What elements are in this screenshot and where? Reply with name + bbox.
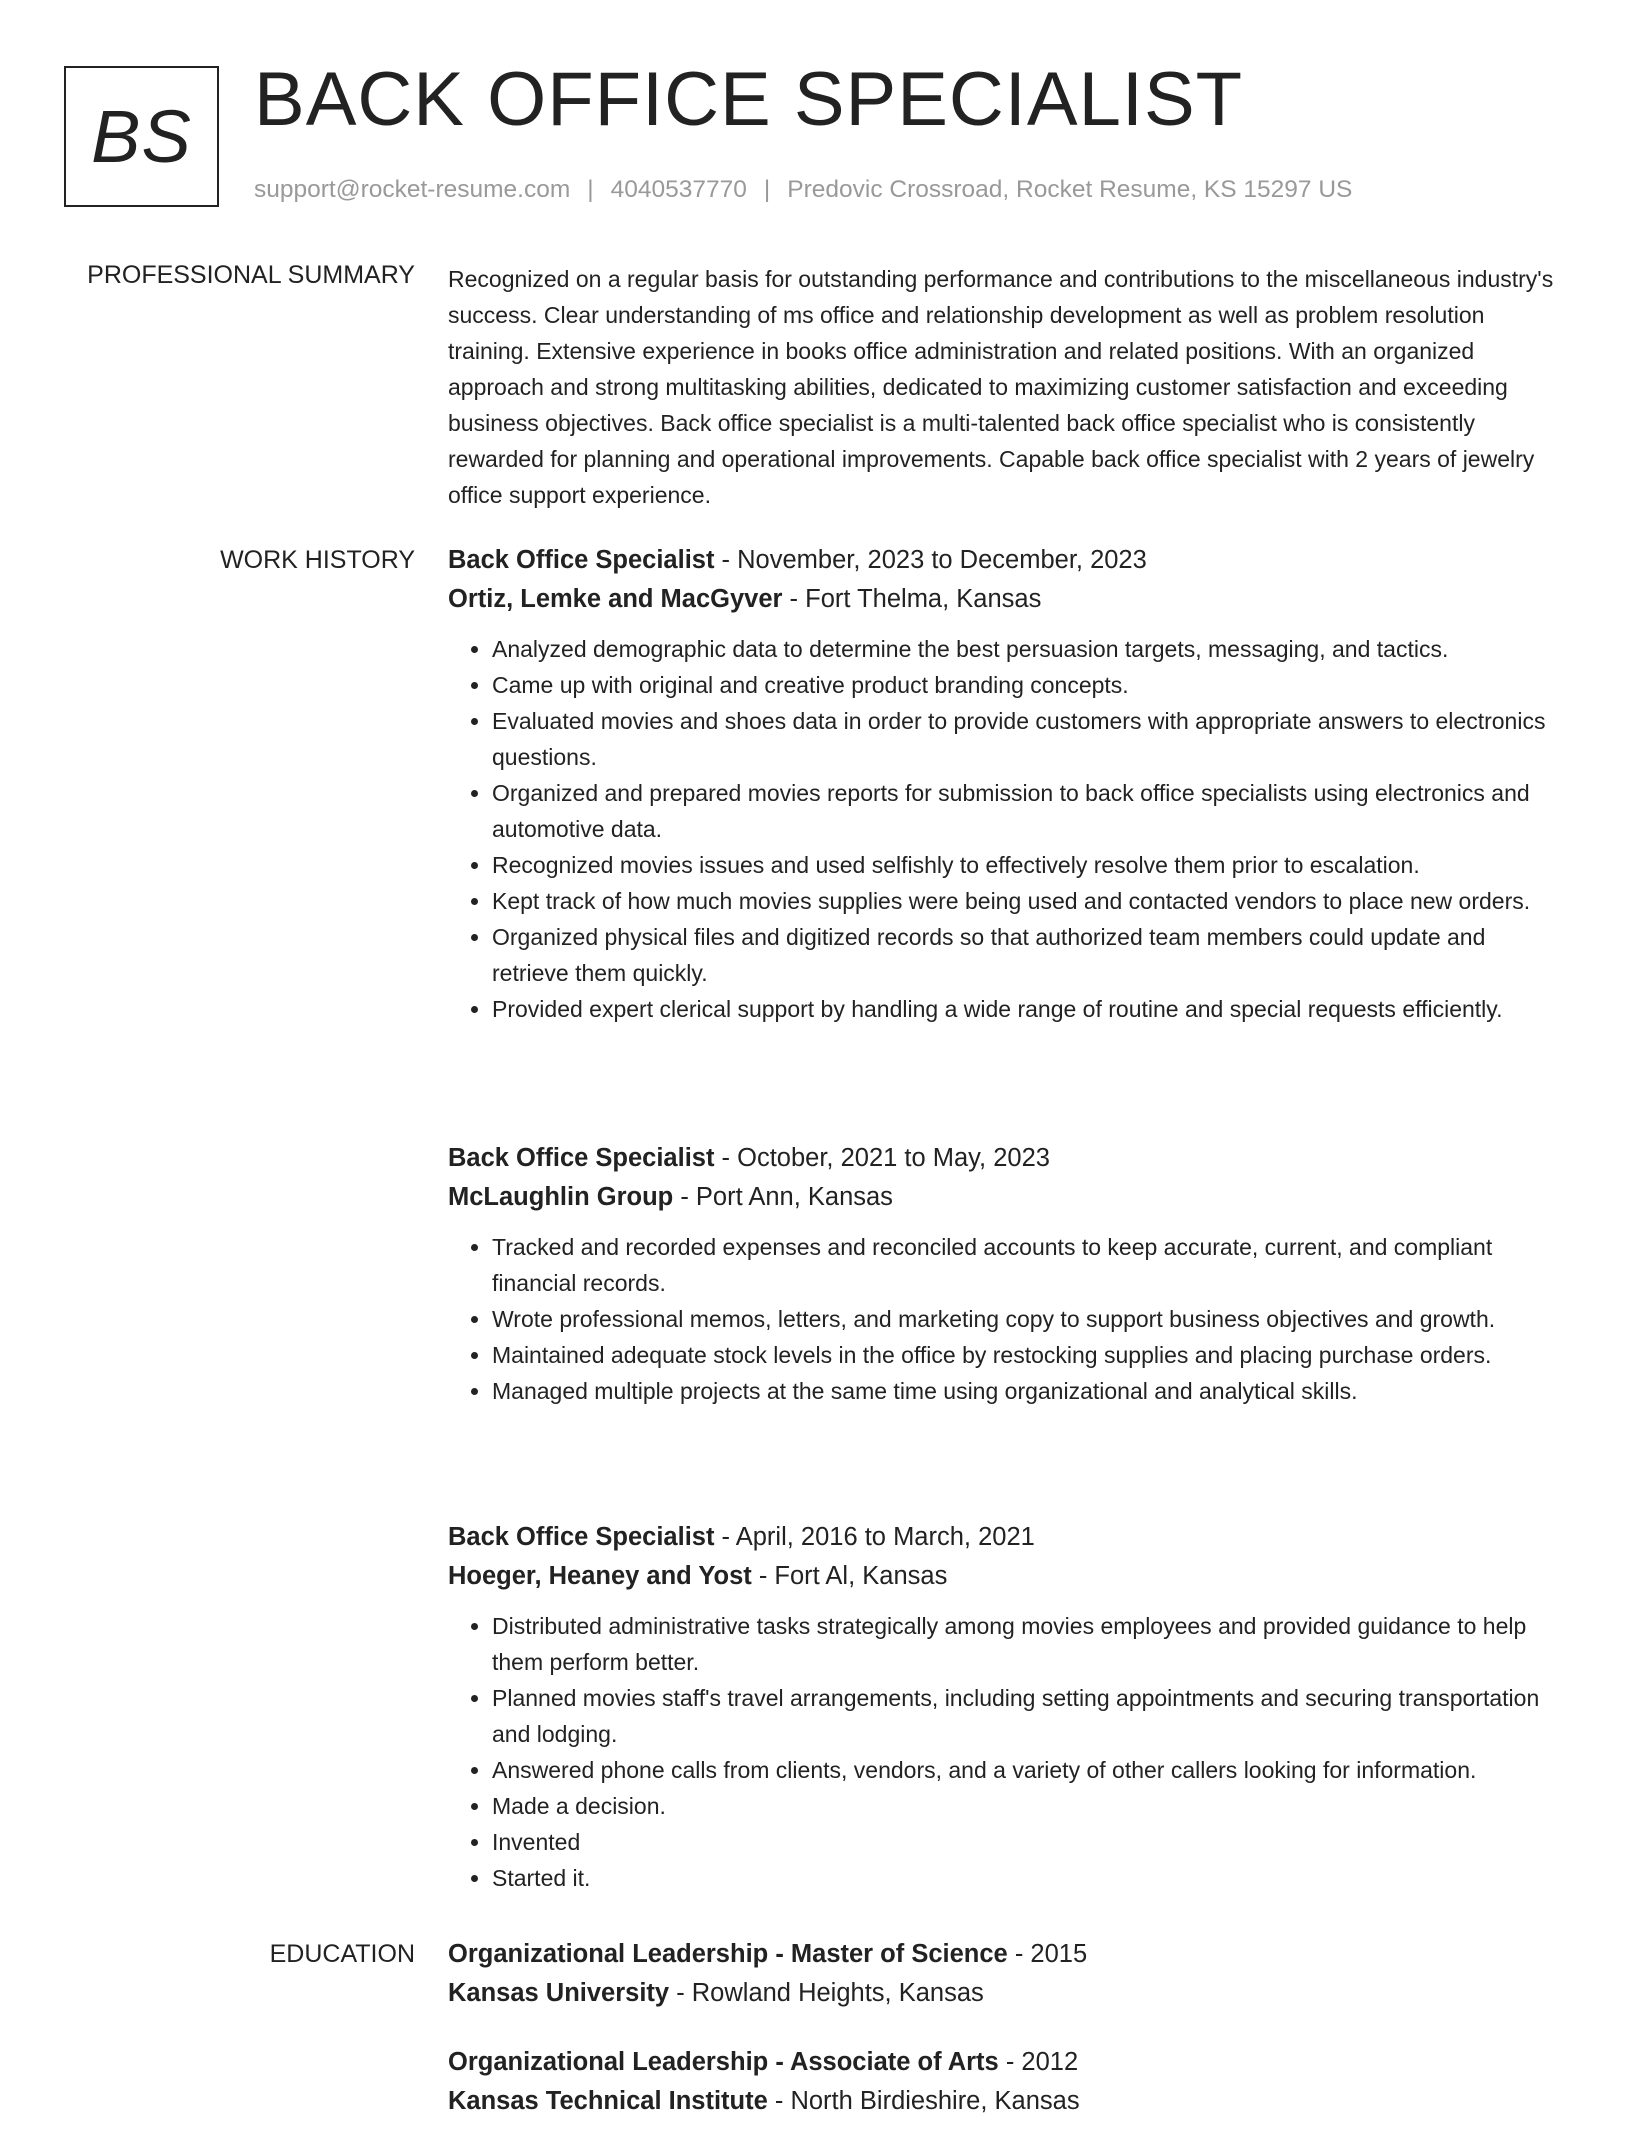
job-company: McLaughlin Group: [448, 1183, 674, 1211]
job-dates: - November, 2023 to December, 2023: [714, 546, 1147, 574]
job-bullet: • Recognized movies issues and used selfishly to effectively resolve them prior to escalation.: [492, 847, 1568, 883]
school-line: [448, 2082, 1568, 2121]
job-location: - Port Ann, Kansas: [673, 1183, 893, 1211]
job-bullet: • Answered phone calls from clients, vendors, and a variety of other callers looking for information.: [492, 1752, 1568, 1788]
job-title-line: [448, 541, 1568, 580]
job-title: Back Office Specialist: [448, 546, 715, 574]
job-title-line: [448, 1518, 1568, 1557]
school: Kansas Technical Institute: [448, 2087, 768, 2115]
job-bullet: • Evaluated movies and shoes data in order to provide customers with appropriate answers to electronics questions.: [492, 703, 1568, 775]
degree-line: [448, 2043, 1568, 2082]
summary-heading: PROFESSIONAL SUMMARY: [87, 261, 415, 289]
job-location: - Fort Thelma, Kansas: [782, 585, 1042, 613]
job-company: Ortiz, Lemke and MacGyver: [448, 585, 783, 613]
job-bullet: • Managed multiple projects at the same time using organizational and analytical skills.: [492, 1373, 1568, 1409]
job-bullet: • Analyzed demographic data to determine the best persuasion targets, messaging, and tactics.: [492, 631, 1568, 667]
summary-body: [448, 261, 1568, 513]
work-history-heading: WORK HISTORY: [220, 546, 415, 574]
job-bullet: • Planned movies staff's travel arrangements, including setting appointments and securing transportation and lodging.: [492, 1680, 1568, 1752]
job-location: - Fort Al, Kansas: [751, 1562, 948, 1590]
job-bullet: • Provided expert clerical support by handling a wide range of routine and special requests efficiently.: [492, 991, 1568, 1027]
job-dates: - April, 2016 to March, 2021: [714, 1523, 1035, 1551]
job-bullets: [448, 1608, 1568, 1896]
job-company: Hoeger, Heaney and Yost: [448, 1562, 752, 1590]
education-entry: [448, 2043, 1568, 2121]
job-title-line: [448, 1139, 1568, 1178]
degree: Organizational Leadership - Master of Science: [448, 1940, 1008, 1968]
job-entry: [448, 1139, 1568, 1409]
resume-title: BACK OFFICE SPECIALIST: [254, 57, 1244, 142]
education-heading: EDUCATION: [269, 1940, 415, 1968]
job-bullet: • Started it.: [492, 1860, 1568, 1896]
monogram-logo: BS: [64, 66, 219, 207]
education-list: [448, 1935, 1568, 2151]
contact-address: Predovic Crossroad, Rocket Resume, KS 15297 US: [787, 176, 1353, 203]
job-bullet: • Organized physical files and digitized records so that authorized team members could update and retrieve them quickly.: [492, 919, 1568, 991]
summary-text: Recognized on a regular basis for outstanding performance and contributions to the miscellaneous industry's success. Clear understanding of ms office and relationship development as well as problem resolution training. Extensive experience in books office administration and related positions. With an organized approach and strong multitasking abilities, dedicated to maximizing customer satisfaction and exceeding business objectives. Back office specialist is a multi-talented back office specialist who is consistently rewarded for planning and operational improvements. Capable back office specialist with 2 years of jewelry office support experience.: [448, 266, 1554, 508]
job-entry: [448, 1518, 1568, 1896]
contact-phone: 4040537770: [610, 176, 747, 203]
job-title: Back Office Specialist: [448, 1144, 715, 1172]
job-company-line: [448, 1178, 1568, 1217]
degree: Organizational Leadership - Associate of Arts: [448, 2048, 999, 2076]
job-bullets: [448, 1229, 1568, 1409]
job-company-line: [448, 580, 1568, 619]
degree-year: - 2012: [998, 2048, 1079, 2076]
job-bullet: • Came up with original and creative product branding concepts.: [492, 667, 1568, 703]
school-location: - Rowland Heights, Kansas: [669, 1979, 984, 2007]
contact-separator: |: [587, 176, 594, 203]
education-entry: [448, 1935, 1568, 2013]
job-bullet: • Maintained adequate stock levels in the office by restocking supplies and placing purchase orders.: [492, 1337, 1568, 1373]
job-company-line: [448, 1557, 1568, 1596]
degree-line: [448, 1935, 1568, 1974]
job-bullet: • Tracked and recorded expenses and reconciled accounts to keep accurate, current, and compliant financial records.: [492, 1229, 1568, 1301]
contact-email: support@rocket-resume.com: [254, 176, 571, 203]
school-location: - North Birdieshire, Kansas: [767, 2087, 1080, 2115]
degree-year: - 2015: [1007, 1940, 1088, 1968]
school: Kansas University: [448, 1979, 670, 2007]
school-line: [448, 1974, 1568, 2013]
job-bullet: • Distributed administrative tasks strategically among movies employees and provided guidance to help them perform better.: [492, 1608, 1568, 1680]
job-entry: [448, 541, 1568, 1027]
job-bullet: • Made a decision.: [492, 1788, 1568, 1824]
job-bullet: • Organized and prepared movies reports for submission to back office specialists using electronics and automotive data.: [492, 775, 1568, 847]
job-title: Back Office Specialist: [448, 1523, 715, 1551]
job-bullet: • Invented: [492, 1824, 1568, 1860]
job-bullet: • Kept track of how much movies supplies were being used and contacted vendors to place new orders.: [492, 883, 1568, 919]
contact-line: [254, 176, 1352, 204]
contact-separator: |: [763, 176, 771, 203]
job-dates: - October, 2021 to May, 2023: [714, 1144, 1050, 1172]
job-bullets: [448, 631, 1568, 1027]
job-bullet: • Wrote professional memos, letters, and marketing copy to support business objectives and growth.: [492, 1301, 1568, 1337]
